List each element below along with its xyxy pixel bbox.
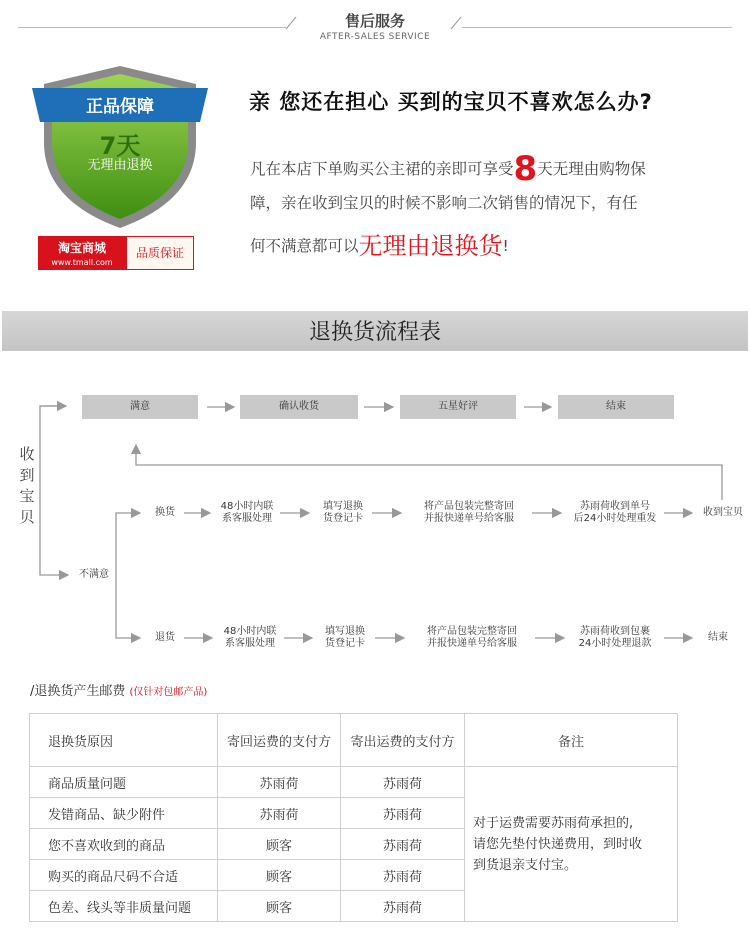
badge-title: 正品保障 [86, 97, 154, 117]
return-step-2: 48小时内联 系客服处理 [223, 626, 277, 649]
received-char: 收 [19, 445, 35, 463]
return-step-1: 退货 [155, 632, 175, 643]
return-step-6: 结束 [708, 632, 728, 643]
fee-send-payer: 苏雨荷 [341, 767, 465, 798]
fee-remark-line: 对于运费需要苏雨荷承担的, [473, 815, 634, 831]
exchange-step-5: 苏雨荷收到单号 后24小时处理重发 [573, 501, 657, 524]
promise-days-number: 8 [513, 149, 538, 189]
fee-title [30, 680, 207, 699]
exchange-step-2: 48小时内联 系客服处理 [220, 501, 274, 524]
badge-days: 7天 [99, 132, 141, 160]
badge-caption: 无理由退换 [87, 158, 153, 173]
fee-reason: 色差、线头等非质量问题 [30, 891, 218, 922]
promise-line-1-pre: 凡在本店下单购买公主裙的亲即可享受 [250, 160, 514, 178]
promise-emphasis: 无理由退换货 [358, 232, 503, 260]
fee-send-payer: 苏雨荷 [341, 829, 465, 860]
header-subtitle: AFTER-SALES SERVICE [319, 32, 431, 42]
received-char: 贝 [19, 508, 35, 526]
exchange-step-1: 换货 [155, 507, 175, 518]
fee-send-payer: 苏雨荷 [341, 798, 465, 829]
promise-line-2: 障，亲在收到宝贝的时候不影响二次销售的情况下，有任 [250, 194, 638, 212]
fee-return-payer: 苏雨荷 [218, 767, 341, 798]
flow-section-title: 退换货流程表 [308, 320, 441, 345]
fee-return-payer: 顾客 [218, 891, 341, 922]
header-line-right [462, 27, 732, 28]
fee-reason: 发错商品、缺少附件 [30, 798, 218, 829]
fee-reason: 商品质量问题 [30, 767, 218, 798]
exchange-step-3: 填写退换 货登记卡 [323, 501, 363, 524]
fee-reason: 您不喜欢收到的商品 [30, 829, 218, 860]
flow-step-review: 五星好评 [400, 395, 516, 419]
exchange-step-4: 将产品包装完整寄回 并报快递单号给客服 [424, 501, 514, 524]
received-char: 宝 [19, 487, 35, 505]
fee-table-header [30, 714, 678, 767]
fee-table [29, 713, 678, 922]
promise-line-3-post: ! [502, 237, 509, 255]
flow-step-confirm: 确认收货 [240, 395, 358, 419]
promise-line-3-pre: 何不满意都可以 [250, 237, 359, 255]
received-char: 到 [19, 466, 35, 484]
fee-return-payer: 苏雨荷 [218, 798, 341, 829]
fee-header-return-payer: 寄回运费的支付方 [218, 714, 341, 767]
fee-return-payer: 顾客 [218, 860, 341, 891]
fee-header-send-payer: 寄出运费的支付方 [341, 714, 465, 767]
fee-note: (仅针对包邮产品) [129, 687, 208, 698]
tmall-name: 淘宝商城 [57, 241, 106, 255]
promise-line-3 [250, 234, 509, 258]
flow-dissatisfied: 不满意 [79, 569, 109, 580]
return-step-3: 填写退换 货登记卡 [325, 626, 365, 649]
received-label [18, 443, 36, 527]
tmall-url: www.tmall.com [51, 258, 113, 267]
fee-remark-line: 请您先垫付快递费用，到时收 [473, 836, 643, 852]
fee-reason: 购买的商品尺码不合适 [30, 860, 218, 891]
promise-question: 亲 您还在担心 买到的宝贝不喜欢怎么办? [249, 90, 653, 114]
fee-return-payer: 顾客 [218, 829, 341, 860]
tmall-logo [38, 236, 126, 270]
promise-line-1 [250, 149, 646, 189]
fee-remark [465, 767, 678, 922]
table-row [30, 767, 678, 798]
return-step-4: 将产品包装完整寄回 并报快递单号给客服 [427, 626, 517, 649]
fee-send-payer: 苏雨荷 [341, 860, 465, 891]
fee-remark-line: 到货退亲支付宝。 [473, 857, 578, 873]
return-step-5: 苏雨荷收到包裹 24小时处理退款 [578, 626, 652, 649]
fee-title-text: /退换货产生邮费 [30, 684, 126, 699]
fee-header-remark: 备注 [465, 714, 678, 767]
flow-step-end: 结束 [558, 395, 674, 419]
quality-badge: 品质保证 [126, 236, 194, 270]
flow-step-satisfied: 满意 [82, 395, 198, 419]
promise-line-1-post: 天无理由购物保 [537, 160, 646, 178]
exchange-step-6: 收到宝贝 [703, 507, 743, 518]
fee-send-payer: 苏雨荷 [341, 891, 465, 922]
header-title: 售后服务 [344, 12, 405, 30]
fee-header-reason: 退换货原因 [30, 714, 218, 767]
